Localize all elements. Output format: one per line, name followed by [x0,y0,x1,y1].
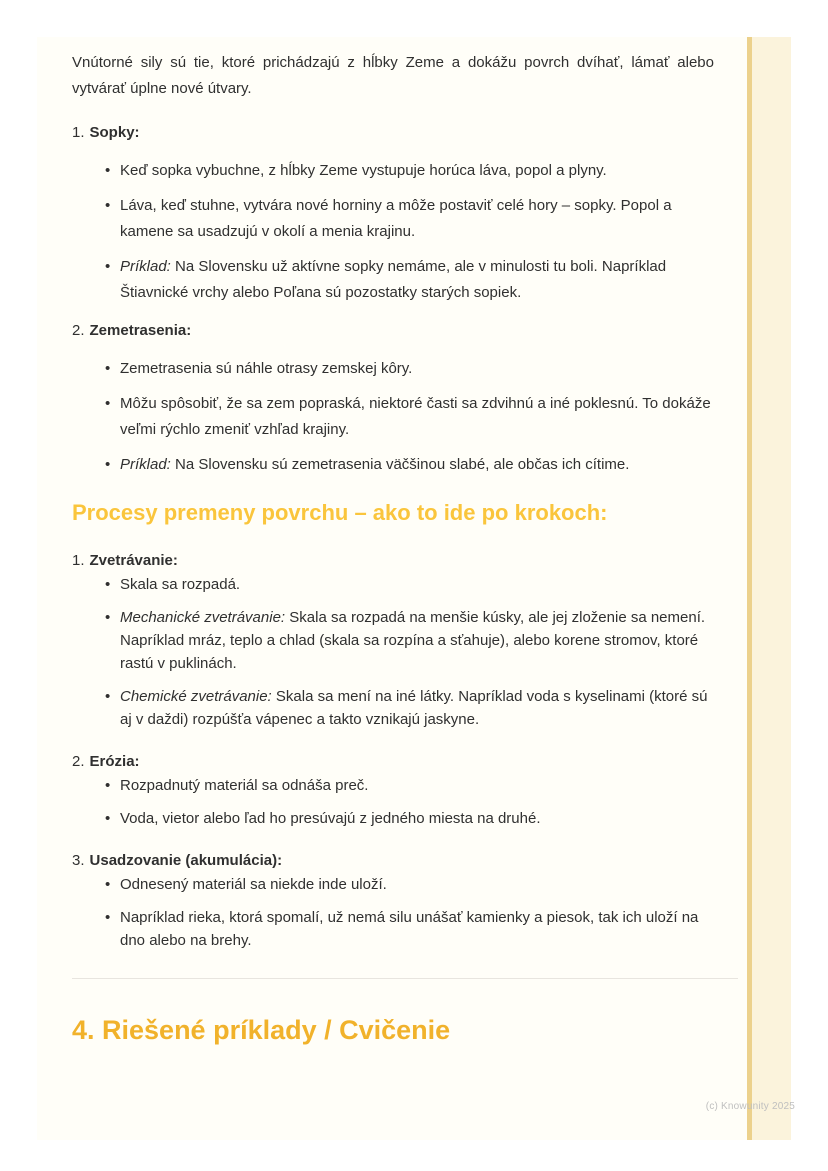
item-number: 1. [72,124,85,141]
accent-bar-column [752,37,791,1140]
intro-paragraph: Vnútorné sily sú tie, ktoré prichádzajú z hĺbky Zeme a dokážu povrch dvíhať, lámať alebo vytvárať úplne nové útvary. [72,54,714,97]
bullet-text: Láva, keď stuhne, vytvára nové horniny a môže postaviť celé hory – sopky. Popol a kamene sa usadzujú v okolí a menia krajinu. [120,197,672,240]
bullet-text: Na Slovensku už aktívne sopky nemáme, ale v minulosti tu boli. Napríklad Štiavnické vrchy alebo Poľana sú pozostatky starých sopiek. [120,258,667,301]
process-steps-list [72,549,714,952]
item-number: 3. [72,852,85,869]
item-label: Usadzovanie (akumulácia): [89,852,283,869]
chapter-heading: 4. Riešené príklady / Cvičenie [72,1015,451,1045]
bullet-lead-italic: Príklad: [120,456,171,473]
item-label: Zemetrasenia: [89,322,192,339]
bullet-text: Môžu spôsobiť, že sa zem popraská, niektoré časti sa zdvihnú a iné poklesnú. To dokáže veľmi rýchlo zmeniť vzhľad krajiny. [120,395,711,438]
document-page [37,37,747,1140]
list-item-heading [72,750,714,774]
bullet-text: Skala sa rozpadá na menšie kúsky, ale jej zloženie sa nemení. Napríklad mráz, teplo a chlad (skala sa rozpína a sťahuje), alebo korene stromov, ktoré rastú v puklinách. [120,609,706,672]
bullet-item [120,807,712,830]
list-item-heading [72,849,714,873]
bullet-text: Na Slovensku sú zemetrasenia väčšinou slabé, ale občas ich cítime. [170,456,630,473]
bullet-item [120,193,712,245]
bullet-lead-italic: Mechanické zvetrávanie: [120,609,286,626]
watermark: (c) Knowunity 2025 [705,1101,795,1112]
bullet-item [120,452,712,478]
bullet-lead-italic: Príklad: [120,258,171,275]
divider [72,978,738,979]
list-item-heading [72,549,714,573]
bullet-item [120,906,712,952]
bullet-text: Skala sa rozpadá. [120,576,241,593]
bullet-item [120,391,712,443]
bullet-item [120,774,712,797]
bullet-lead-italic: Chemické zvetrávanie: [120,688,272,705]
bullet-text: Voda, vietor alebo ľad ho presúvajú z jedného miesta na druhé. [120,810,541,827]
bullet-list [72,873,714,952]
bullet-item [120,158,712,184]
bullet-item [120,356,712,382]
bullet-item [120,685,712,731]
bullet-list [72,356,714,478]
bullet-item [120,573,712,596]
item-number: 1. [72,552,85,569]
list-item-sopky [72,120,714,306]
bullet-text: Skala sa mení na iné látky. Napríklad voda s kyselinami (ktoré sú aj v daždi) rozpúšťa vápenec a takto vznikajú jaskyne. [120,688,708,728]
item-label: Zvetrávanie: [89,552,178,569]
bullet-list [72,573,714,731]
list-item-heading [72,120,714,146]
bullet-text: Zemetrasenia sú náhle otrasy zemskej kôry. [120,360,413,377]
bullet-item [120,606,712,675]
list-item-zvetravanie [72,549,714,731]
list-item-usadzovanie [72,849,714,952]
bullet-list [72,158,714,306]
bullet-text: Napríklad rieka, ktorá spomalí, už nemá silu unášať kamienky a piesok, tak ich uloží na dno alebo na brehy. [120,909,699,949]
bullet-text: Keď sopka vybuchne, z hĺbky Zeme vystupuje horúca láva, popol a plyny. [120,162,607,179]
list-item-erozia [72,750,714,830]
list-item-zemetrasenia [72,318,714,478]
bullet-text: Rozpadnutý materiál sa odnáša preč. [120,777,369,794]
internal-forces-list [72,120,714,478]
bullet-list [72,774,714,830]
item-number: 2. [72,753,85,770]
item-number: 2. [72,322,85,339]
bullet-item [120,873,712,896]
bullet-text: Odnesený materiál sa niekde inde uloží. [120,876,387,893]
list-item-heading [72,318,714,344]
page-content [37,37,747,1047]
section-heading: Procesy premeny povrchu – ako to ide po krokoch: [72,500,608,525]
item-label: Erózia: [89,753,140,770]
item-label: Sopky: [89,124,140,141]
bullet-item [120,254,712,306]
